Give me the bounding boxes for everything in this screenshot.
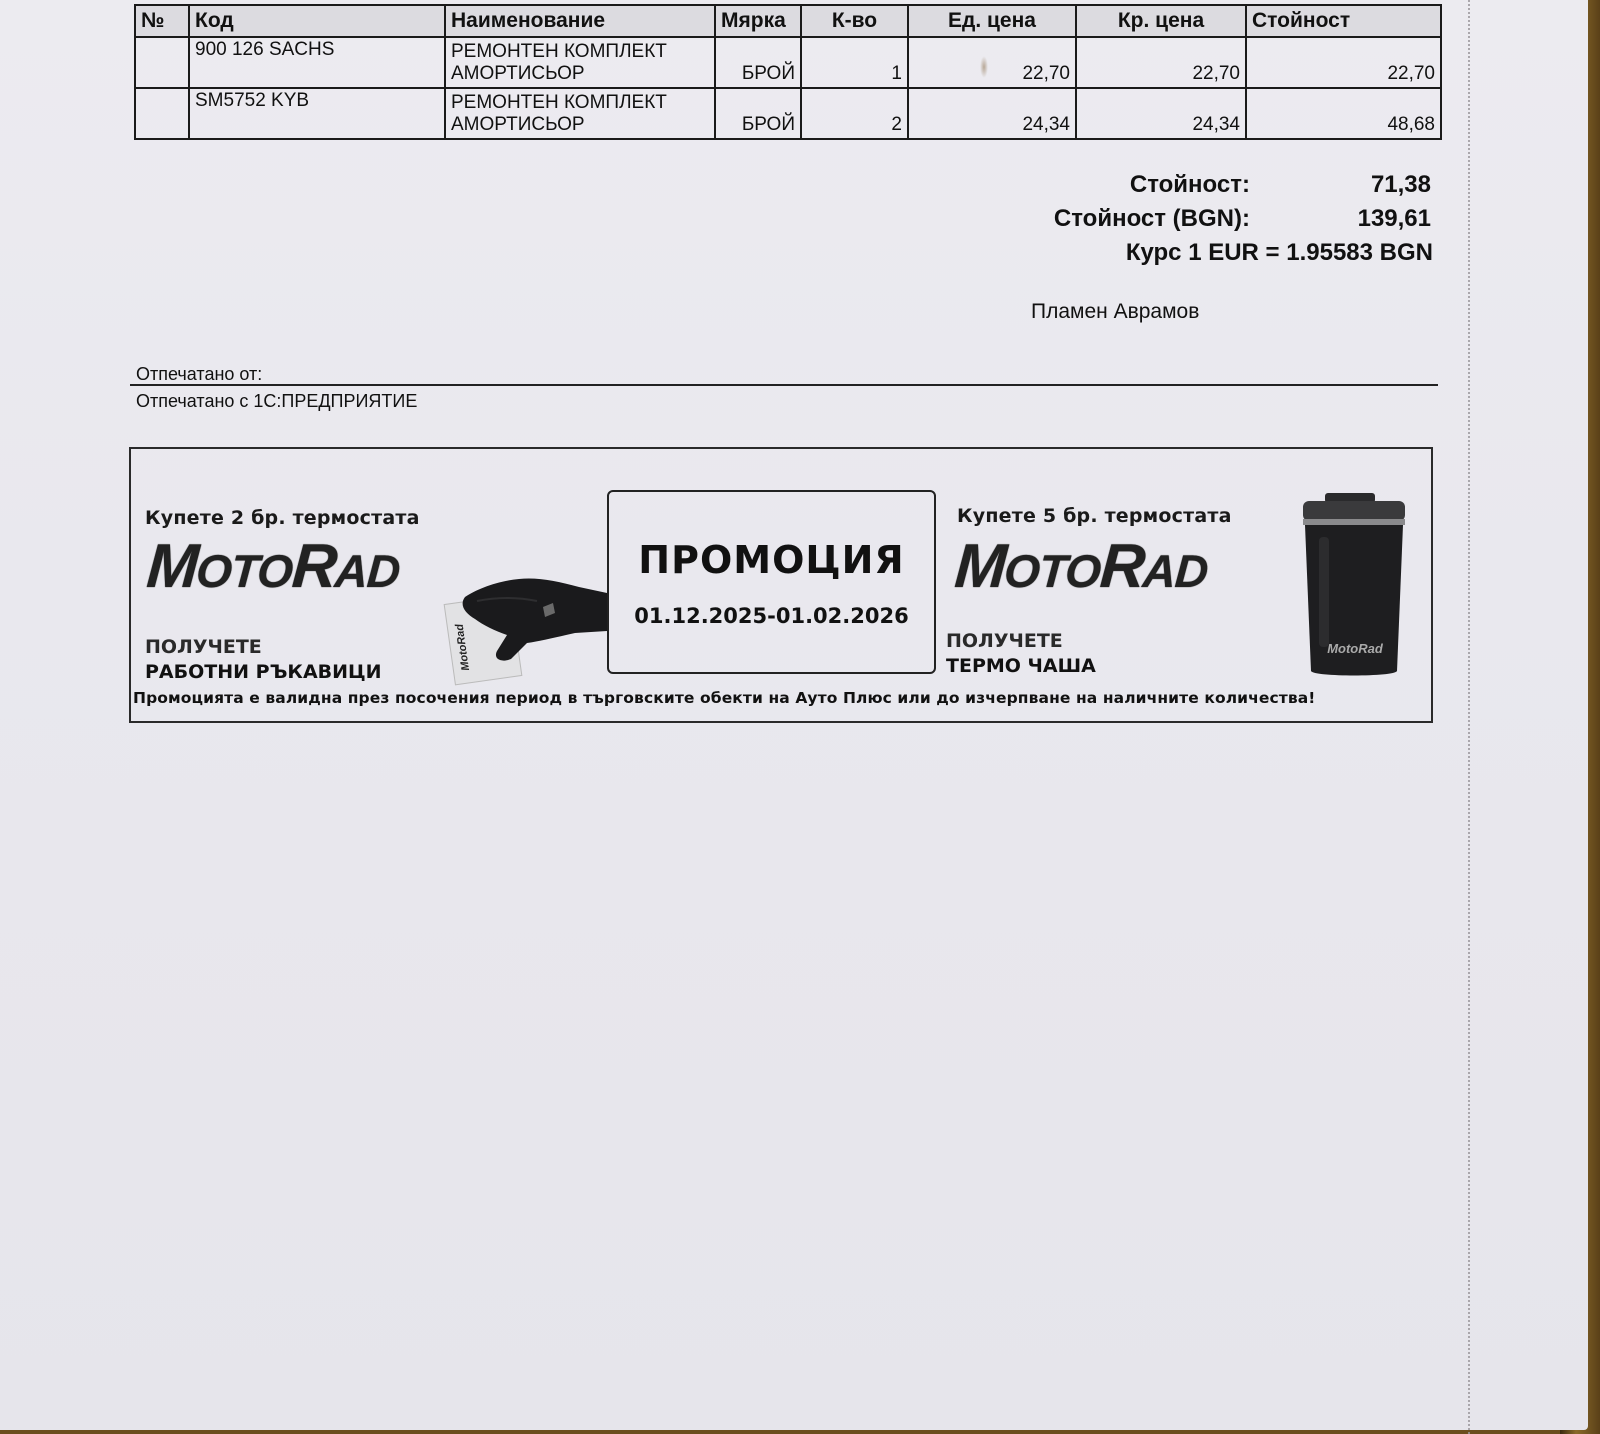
cell-unit-price: 24,34 xyxy=(908,88,1076,139)
logo-letters: AD xyxy=(1141,545,1210,597)
column-header-number: № xyxy=(135,5,189,37)
logo-letters: AD xyxy=(333,545,402,597)
promo-right-get-line2: ТЕРМО ЧАША xyxy=(946,655,1096,677)
total-bgn-label: Стойност (BGN): xyxy=(1053,205,1250,232)
cell-amount: 48,68 xyxy=(1246,88,1441,139)
total-label: Стойност: xyxy=(1129,171,1250,198)
cell-number xyxy=(135,88,189,139)
promo-right-buy-text: Купете 5 бр. термостата xyxy=(957,505,1232,527)
promo-right-get-text xyxy=(946,629,1096,679)
total-bgn-value: 139,61 xyxy=(1357,205,1431,232)
table-row xyxy=(135,37,1441,88)
cell-name-line1: РЕМОНТЕН КОМПЛЕКТ xyxy=(451,41,667,62)
promo-left-get-text xyxy=(145,635,382,685)
promotion-title: ПРОМОЦИЯ xyxy=(638,538,905,582)
cell-unit-price: 22,70 xyxy=(908,37,1076,88)
column-header-final-price: Кр. цена xyxy=(1076,5,1246,37)
promotion-box xyxy=(607,490,936,674)
cell-quantity: 2 xyxy=(801,88,908,139)
promo-left-buy-text: Купете 2 бр. термостата xyxy=(145,507,420,529)
perforation-line xyxy=(1468,0,1471,1434)
total-value: 71,38 xyxy=(1370,171,1431,198)
signature-name: Пламен Аврамов xyxy=(1031,300,1200,323)
cell-quantity: 1 xyxy=(801,37,908,88)
cell-number xyxy=(135,37,189,88)
total-row xyxy=(980,168,1435,202)
column-header-amount: Стойност xyxy=(1246,5,1441,37)
motorad-logo-left xyxy=(145,531,403,602)
cell-code: SM5752 KYB xyxy=(189,88,445,139)
footer-divider xyxy=(130,384,1438,386)
cell-final-price: 24,34 xyxy=(1076,88,1246,139)
cell-name xyxy=(445,37,715,88)
column-header-quantity: К-во xyxy=(801,5,908,37)
column-header-unit: Мярка xyxy=(715,5,801,37)
cell-code: 900 126 SACHS xyxy=(189,37,445,88)
cup-brand-text: MotoRad xyxy=(1327,641,1383,656)
totals-block xyxy=(980,168,1435,270)
invoice-items-table xyxy=(134,4,1442,140)
cell-name-line1: РЕМОНТЕН КОМПЛЕКТ xyxy=(451,92,667,113)
promo-disclaimer: Промоцията е валидна през посочения период в търговските обекти на Ауто Плюс или до изчерпване на наличните количества! xyxy=(133,689,1316,707)
promo-left-get-line2: РАБОТНИ РЪКАВИЦИ xyxy=(145,661,382,683)
cell-name-line2: АМОРТИСЬОР xyxy=(451,63,585,84)
total-bgn-row xyxy=(980,202,1435,236)
column-header-name: Наименование xyxy=(445,5,715,37)
logo-letter: R xyxy=(290,532,338,601)
cell-name xyxy=(445,88,715,139)
printed-by-label: Отпечатано от: xyxy=(136,364,263,384)
paper-stain xyxy=(980,56,988,78)
cell-amount: 22,70 xyxy=(1246,37,1441,88)
logo-letter: R xyxy=(1098,532,1146,601)
motorad-logo-right xyxy=(953,531,1211,602)
thermo-cup-icon xyxy=(1299,493,1409,679)
cell-unit: БРОЙ xyxy=(715,37,801,88)
logo-letter: M xyxy=(952,532,1008,601)
table-row xyxy=(135,88,1441,139)
promo-left-get-line1: ПОЛУЧЕТЕ xyxy=(145,636,262,658)
exchange-rate: Курс 1 EUR = 1.95583 BGN xyxy=(1125,239,1433,266)
cell-unit: БРОЙ xyxy=(715,88,801,139)
column-header-code: Код xyxy=(189,5,445,37)
logo-letter: M xyxy=(144,532,200,601)
column-header-unit-price: Ед. цена xyxy=(908,5,1076,37)
promo-banner xyxy=(129,447,1433,723)
promo-right-get-line1: ПОЛУЧЕТЕ xyxy=(946,630,1063,652)
logo-letters: OTO xyxy=(194,545,294,597)
table-header-row xyxy=(135,5,1441,37)
cell-final-price: 22,70 xyxy=(1076,37,1246,88)
cell-name-line2: АМОРТИСЬОР xyxy=(451,114,585,135)
promotion-dates: 01.12.2025-01.02.2026 xyxy=(634,604,909,628)
work-glove-icon xyxy=(457,567,607,663)
glove-card-brand: MotoRad xyxy=(453,623,473,672)
printed-with-label: Отпечатано с 1С:ПРЕДПРИЯТИЕ xyxy=(136,391,418,411)
logo-letters: OTO xyxy=(1002,545,1102,597)
